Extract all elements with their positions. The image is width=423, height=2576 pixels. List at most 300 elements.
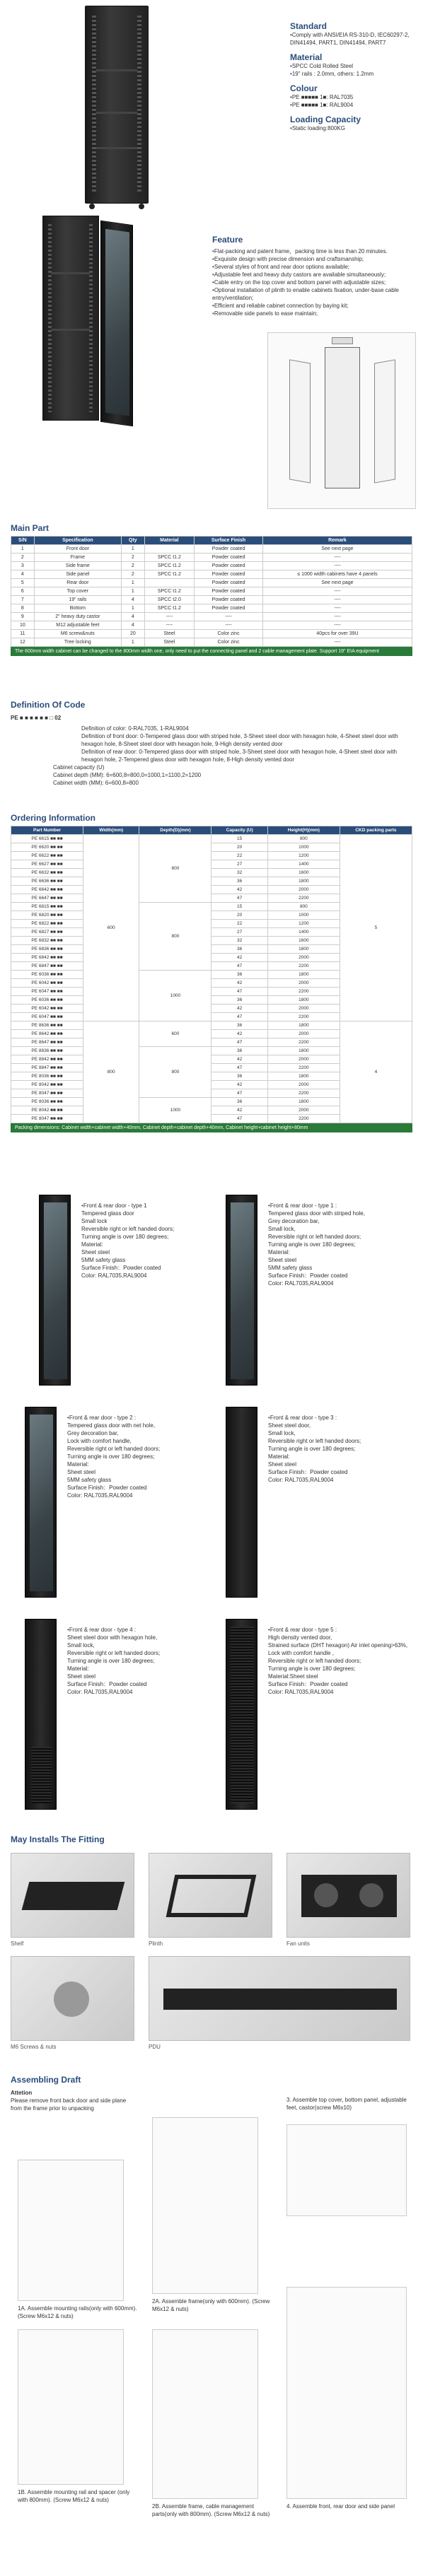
door-line: Material: bbox=[268, 1249, 290, 1255]
main-part-table bbox=[11, 536, 412, 647]
door-line: High density vented door, bbox=[268, 1634, 332, 1641]
material-item: • 19" rails : 2.0mm, others: 1.2mm bbox=[290, 70, 417, 78]
table-cell: 42 bbox=[212, 954, 267, 962]
definition-line: Cabinet capacity (U) bbox=[53, 764, 105, 771]
table-cell: 22 bbox=[212, 920, 267, 928]
col-header: S/N bbox=[11, 537, 35, 545]
table-cell: PE 8042 ■■ ■■ bbox=[11, 1106, 83, 1115]
door-line: Reversible right or left handed doors; bbox=[67, 1446, 161, 1452]
door-line: Lock with comfort handle, bbox=[67, 1438, 132, 1444]
table-cell: 2 bbox=[121, 570, 144, 579]
table-cell: PE 6632 ■■ ■■ bbox=[11, 869, 83, 877]
table-cell: ---- bbox=[262, 562, 412, 570]
definition-line: Cabinet width (MM): 6=600,8=800 bbox=[53, 780, 139, 786]
table-cell: 27 bbox=[212, 928, 267, 937]
table-cell: 1800 bbox=[267, 971, 340, 979]
definition-line: Definition of front door: 0-Tempered glass door with striped hole, 3-Sheet steel door with hexagon hole, 4-Sheet steel door with hexagon hole, 8-Sheet steel door with hexagon hole, 9-High density vented door bbox=[81, 733, 398, 747]
spec-panel bbox=[290, 21, 417, 132]
step-diagram bbox=[286, 2124, 407, 2216]
table-cell: 36 bbox=[212, 1021, 267, 1030]
attention-title: Attetion bbox=[11, 2090, 33, 2096]
table-cell: 36 bbox=[212, 1072, 267, 1081]
table-cell: 9 bbox=[11, 613, 35, 621]
table-cell: 42 bbox=[212, 886, 267, 894]
door-line: Small lock, bbox=[268, 1226, 296, 1232]
door-card bbox=[212, 1612, 412, 1817]
table-cell: 4 bbox=[121, 596, 144, 604]
table-cell: PE 6042 ■■ ■■ bbox=[11, 979, 83, 988]
table-cell: Powder coated bbox=[195, 545, 263, 554]
door-line: Small lock bbox=[81, 1218, 108, 1224]
table-cell: Front door bbox=[34, 545, 121, 554]
col-header: Remark bbox=[262, 537, 412, 545]
table-cell: SPCC t1.2 bbox=[144, 587, 194, 596]
table-cell: 47 bbox=[212, 1089, 267, 1098]
definition-line: Cabinet depth (MM): 6=600,8=800,0=1000,1=1100,2=1200 bbox=[53, 772, 202, 778]
hero-rack-image bbox=[85, 6, 149, 211]
table-cell: 2000 bbox=[267, 979, 340, 988]
col-header: Depth(D)(mm) bbox=[139, 826, 212, 835]
feature-item: • Several styles of front and rear door options available; bbox=[212, 263, 417, 271]
col-header: Width(mm) bbox=[83, 826, 139, 835]
step-caption: 1A. Assemble mounting rails(only with 600mm). (Screw M6x12 & nuts) bbox=[18, 2305, 137, 2319]
colour-item: • PE ■■■■■ 1■: RAL7035 bbox=[290, 93, 417, 101]
table-cell: PE 6827 ■■ ■■ bbox=[11, 928, 83, 937]
main-part-note: The 600mm width cabinet can be changed to the 800mm width one, only need to put the connecting panel and 2 cable management plate. Support 19" EIA equipment bbox=[11, 647, 412, 656]
table-row bbox=[11, 613, 412, 621]
table-cell: 2200 bbox=[267, 1115, 340, 1123]
ordering-title: Ordering Information bbox=[11, 813, 95, 823]
table-cell: 1200 bbox=[267, 920, 340, 928]
table-cell: Tree locking bbox=[34, 638, 121, 647]
fitting-label: PDU bbox=[149, 2044, 161, 2050]
door-line: Grey decoration bar, bbox=[67, 1430, 119, 1436]
table-cell: 600 bbox=[139, 1021, 212, 1047]
table-cell: PE 6036 ■■ ■■ bbox=[11, 996, 83, 1005]
table-cell: PE 6636 ■■ ■■ bbox=[11, 877, 83, 886]
table-cell: 32 bbox=[212, 937, 267, 945]
table-cell: PE 8647 ■■ ■■ bbox=[11, 1038, 83, 1047]
table-cell: 10 bbox=[11, 621, 35, 630]
door-line: Surface Finish：Powder coated bbox=[81, 1265, 161, 1271]
table-cell: Powder coated bbox=[195, 587, 263, 596]
door-image bbox=[25, 1619, 57, 1810]
table-cell: ---- bbox=[262, 638, 412, 647]
door-title: • Front & rear door - type 3 : bbox=[268, 1414, 410, 1422]
table-cell: SPCC t2.0 bbox=[144, 596, 194, 604]
table-cell: 27 bbox=[212, 860, 267, 869]
main-part-section bbox=[11, 523, 412, 656]
door-line: Sheet steel door with hexagon hole, bbox=[67, 1634, 158, 1641]
door-line: Material: bbox=[67, 1461, 89, 1468]
feature-title: Feature bbox=[212, 235, 243, 245]
table-row bbox=[11, 835, 412, 843]
table-cell: 1800 bbox=[267, 996, 340, 1005]
fitting-label: Fan units bbox=[286, 1940, 310, 1947]
door-image bbox=[39, 1195, 71, 1386]
ordering-section bbox=[11, 813, 412, 1132]
table-cell: 2200 bbox=[267, 1064, 340, 1072]
feature-item: • Adjustable feet and heavy duty castors are available simultaneously; bbox=[212, 271, 417, 279]
table-cell: 36 bbox=[212, 971, 267, 979]
feature-item: • Exquisite design with precise dimension and craftsmanship; bbox=[212, 255, 417, 263]
open-rack-image bbox=[42, 216, 134, 428]
table-cell: 7 bbox=[11, 596, 35, 604]
table-cell: 4 bbox=[340, 1021, 412, 1123]
table-cell: ---- bbox=[144, 613, 194, 621]
table-cell: PE 6842 ■■ ■■ bbox=[11, 954, 83, 962]
code-pattern: PE ■ ■ ■ ■ ■ ■ □ 02 bbox=[11, 715, 62, 721]
table-row bbox=[11, 638, 412, 647]
table-cell: PE 6642 ■■ ■■ bbox=[11, 886, 83, 894]
feature-item: • Flat-packing and patent frame，packing time is less than 20 minutes. bbox=[212, 247, 417, 255]
door-title: • Front & rear door - type 4 : bbox=[67, 1626, 209, 1634]
table-cell: 600 bbox=[139, 835, 212, 903]
door-line: Lock with comfort handle , bbox=[268, 1650, 334, 1656]
step-caption: 2A. Assemble frame(only with 600mm). (Screw M6x12 & nuts) bbox=[152, 2298, 270, 2312]
table-cell: PE 8036 ■■ ■■ bbox=[11, 1098, 83, 1106]
table-cell: 47 bbox=[212, 988, 267, 996]
table-cell: 2000 bbox=[267, 1030, 340, 1038]
table-cell: 20 bbox=[212, 911, 267, 920]
feature-item: • Optional installation of plinth to enable cabinets fixation, under-base cable entry/ventilation; bbox=[212, 286, 417, 302]
table-cell: 1800 bbox=[267, 877, 340, 886]
attention-text: Please remove front back door and side plane from the frame prior to unpacking bbox=[11, 2097, 127, 2112]
table-cell: Frame bbox=[34, 554, 121, 562]
table-cell: ---- bbox=[262, 587, 412, 596]
step-caption: 1B. Assemble mounting rail and spacer (only with 800mm). (Screw M6x12 & nuts) bbox=[18, 2489, 130, 2503]
table-cell: PE 6047 ■■ ■■ bbox=[11, 1013, 83, 1021]
door-line: 5MM safety glass bbox=[268, 1265, 313, 1271]
table-cell: Bottom bbox=[34, 604, 121, 613]
table-cell: ---- bbox=[262, 613, 412, 621]
table-cell: 47 bbox=[212, 1115, 267, 1123]
table-cell: 22 bbox=[212, 852, 267, 860]
table-cell: ≤ 1000 width cabinets have 4 panels bbox=[262, 570, 412, 579]
table-cell: Top cover bbox=[34, 587, 121, 596]
definition-line: Definition of color: 0-RAL7035, 1-RAL9004 bbox=[81, 725, 189, 732]
table-cell: 36 bbox=[212, 1047, 267, 1055]
table-cell: 2000 bbox=[267, 1055, 340, 1064]
loading-title: Loading Capacity bbox=[290, 115, 361, 124]
table-cell: Powder coated bbox=[195, 570, 263, 579]
table-cell: 2000 bbox=[267, 886, 340, 894]
table-cell: 2000 bbox=[267, 1081, 340, 1089]
table-cell: SPCC t1.2 bbox=[144, 604, 194, 613]
table-cell: 1600 bbox=[267, 869, 340, 877]
step-diagram bbox=[152, 2117, 258, 2294]
table-cell: PE 8847 ■■ ■■ bbox=[11, 1064, 83, 1072]
door-card bbox=[212, 1188, 412, 1393]
col-header: Part Number bbox=[11, 826, 83, 835]
table-cell: PE 8636 ■■ ■■ bbox=[11, 1021, 83, 1030]
col-header: Height(H)(mm) bbox=[267, 826, 340, 835]
door-line: Color: RAL7035,RAL9004 bbox=[81, 1272, 147, 1279]
table-cell: PE 8842 ■■ ■■ bbox=[11, 1055, 83, 1064]
table-cell: SPCC t1.2 bbox=[144, 554, 194, 562]
table-cell: Rear door bbox=[34, 579, 121, 587]
table-cell: 36 bbox=[212, 877, 267, 886]
table-cell: Color zinc bbox=[195, 630, 263, 638]
door-line: Surface Finish：Powder coated bbox=[67, 1485, 147, 1491]
door-line: Sheet steel door, bbox=[268, 1422, 311, 1429]
table-row bbox=[11, 570, 412, 579]
table-cell: 2200 bbox=[267, 962, 340, 971]
feature-item: • Cable entry on the top cover and bottom panel with adjustable sizes; bbox=[212, 279, 417, 286]
loading-item: • Static loading:800KG bbox=[290, 124, 417, 132]
table-cell: 12 bbox=[11, 638, 35, 647]
table-cell: 2000 bbox=[267, 1005, 340, 1013]
door-line: Turning angle is over 180 degrees; bbox=[81, 1234, 169, 1240]
table-cell: 32 bbox=[212, 869, 267, 877]
door-line: Turning angle is over 180 degrees; bbox=[67, 1658, 155, 1664]
table-cell: 1800 bbox=[267, 1021, 340, 1030]
door-line: Surface Finish：Powder coated bbox=[268, 1272, 348, 1279]
table-cell: 36 bbox=[212, 1098, 267, 1106]
table-cell: 42 bbox=[212, 1030, 267, 1038]
table-row bbox=[11, 1021, 412, 1030]
table-cell: 42 bbox=[212, 1005, 267, 1013]
door-line: 5MM safety glass bbox=[81, 1257, 126, 1263]
definition-title: Definition Of Code bbox=[11, 700, 86, 710]
table-cell: Powder coated bbox=[195, 562, 263, 570]
table-cell: 2200 bbox=[267, 988, 340, 996]
table-cell: 1800 bbox=[267, 1047, 340, 1055]
table-cell: PE 6647 ■■ ■■ bbox=[11, 894, 83, 903]
table-cell: 3 bbox=[11, 562, 35, 570]
table-cell: PE 6836 ■■ ■■ bbox=[11, 945, 83, 954]
table-cell: SPCC t1.2 bbox=[144, 562, 194, 570]
table-cell: 36 bbox=[212, 996, 267, 1005]
table-cell bbox=[144, 545, 194, 554]
door-line: Material: bbox=[81, 1241, 103, 1248]
table-cell: 800 bbox=[83, 1021, 139, 1123]
table-cell: 1800 bbox=[267, 1072, 340, 1081]
table-cell: 2 bbox=[11, 554, 35, 562]
feature-item: • Efficient and reliable cabinet connection by baying kit; bbox=[212, 302, 417, 310]
table-cell: 47 bbox=[212, 894, 267, 903]
table-cell: 2200 bbox=[267, 1089, 340, 1098]
table-cell: 8 bbox=[11, 604, 35, 613]
table-cell: 2 bbox=[121, 562, 144, 570]
table-cell: 1400 bbox=[267, 860, 340, 869]
table-cell: PE 6042 ■■ ■■ bbox=[11, 1005, 83, 1013]
table-cell: ---- bbox=[262, 604, 412, 613]
table-row bbox=[11, 587, 412, 596]
table-cell: 36 bbox=[212, 945, 267, 954]
door-line: Sheet steel bbox=[81, 1249, 110, 1255]
table-cell: 11 bbox=[11, 630, 35, 638]
table-cell: 1 bbox=[121, 604, 144, 613]
door-line: Turning angle is over 180 degrees; bbox=[67, 1453, 155, 1460]
door-image bbox=[226, 1619, 257, 1810]
table-cell: PE 8836 ■■ ■■ bbox=[11, 1047, 83, 1055]
table-cell: 2200 bbox=[267, 1038, 340, 1047]
table-cell: PE 8047 ■■ ■■ bbox=[11, 1115, 83, 1123]
table-cell: ---- bbox=[262, 596, 412, 604]
table-cell: 2 bbox=[121, 554, 144, 562]
table-cell: 20 bbox=[121, 630, 144, 638]
fitting-label: Plinth bbox=[149, 1940, 163, 1947]
table-row bbox=[11, 579, 412, 587]
table-cell: 2200 bbox=[267, 894, 340, 903]
fan-units-image bbox=[286, 1853, 410, 1938]
door-line: Reversible right or left handed doors; bbox=[67, 1650, 161, 1656]
table-cell: 47 bbox=[212, 1064, 267, 1072]
table-cell: 2" heavy duty castor bbox=[34, 613, 121, 621]
door-line: Tempered glass door with striped hole, bbox=[268, 1210, 365, 1217]
table-cell: 6 bbox=[11, 587, 35, 596]
table-cell: 47 bbox=[212, 1013, 267, 1021]
door-grid bbox=[11, 1188, 412, 1824]
table-cell: ---- bbox=[195, 621, 263, 630]
table-cell: PE 6620 ■■ ■■ bbox=[11, 843, 83, 852]
table-cell: PE 6822 ■■ ■■ bbox=[11, 920, 83, 928]
table-cell: Color zinc bbox=[195, 638, 263, 647]
door-line: Color: RAL7035,RAL9004 bbox=[268, 1477, 334, 1483]
table-cell: 1400 bbox=[267, 928, 340, 937]
table-row bbox=[11, 621, 412, 630]
table-cell: SPCC t1.2 bbox=[144, 570, 194, 579]
door-line: Color: RAL7035,RAL9004 bbox=[268, 1689, 334, 1695]
table-cell: PE 6047 ■■ ■■ bbox=[11, 988, 83, 996]
step-diagram bbox=[286, 2287, 407, 2499]
colour-item: • PE ■■■■■ 1■: RAL9004 bbox=[290, 101, 417, 109]
table-cell: Powder coated bbox=[195, 554, 263, 562]
table-cell: 4 bbox=[11, 570, 35, 579]
table-cell: 15 bbox=[212, 903, 267, 911]
table-cell: PE 8642 ■■ ■■ bbox=[11, 1030, 83, 1038]
ordering-table bbox=[11, 826, 412, 1123]
table-cell: 42 bbox=[212, 1055, 267, 1064]
col-header: Capacity (U) bbox=[212, 826, 267, 835]
assembly-title: Assembling Draft bbox=[11, 2075, 81, 2085]
table-cell: 800 bbox=[267, 835, 340, 843]
table-cell: 20 bbox=[212, 843, 267, 852]
table-cell: PE 8042 ■■ ■■ bbox=[11, 1081, 83, 1089]
table-cell: See next page bbox=[262, 545, 412, 554]
door-card bbox=[11, 1188, 212, 1393]
standard-title: Standard bbox=[290, 21, 328, 31]
table-cell: 42 bbox=[212, 979, 267, 988]
table-cell: Side frame bbox=[34, 562, 121, 570]
table-cell: Steel bbox=[144, 630, 194, 638]
door-image bbox=[226, 1195, 257, 1386]
col-header: CKD packing parts bbox=[340, 826, 412, 835]
table-cell: 1800 bbox=[267, 945, 340, 954]
table-cell: PE 6815 ■■ ■■ bbox=[11, 903, 83, 911]
ordering-footer: Packing dimensions: Cabinet width+cabinet width+40mm, Cabinet depth+cabinet depth+40mm, Cabinet height+cabinet height+80mm bbox=[11, 1123, 412, 1132]
door-title: • Front & rear door - type 1 : bbox=[268, 1202, 410, 1210]
table-cell: 800 bbox=[267, 903, 340, 911]
table-cell: ---- bbox=[262, 554, 412, 562]
table-cell: PE 6036 ■■ ■■ bbox=[11, 971, 83, 979]
table-cell: Powder coated bbox=[195, 579, 263, 587]
screws-image bbox=[11, 1956, 134, 2041]
col-header: Surface Finish bbox=[195, 537, 263, 545]
table-cell: PE 6615 ■■ ■■ bbox=[11, 835, 83, 843]
table-cell: 47 bbox=[212, 1038, 267, 1047]
door-line: Turning angle is over 180 degrees; bbox=[268, 1446, 356, 1452]
table-cell: M12 adjustable feet bbox=[34, 621, 121, 630]
door-card bbox=[11, 1612, 212, 1817]
table-cell: Side panel bbox=[34, 570, 121, 579]
table-cell: 1 bbox=[11, 545, 35, 554]
table-cell: 2000 bbox=[267, 1106, 340, 1115]
door-line: Sheet steel bbox=[268, 1461, 297, 1468]
door-line: Sheet steel bbox=[268, 1257, 297, 1263]
door-title: • Front & rear door - type 2 : bbox=[67, 1414, 209, 1422]
step-diagram bbox=[152, 2329, 258, 2499]
material-title: Material bbox=[290, 52, 323, 62]
table-cell: 1600 bbox=[267, 937, 340, 945]
table-cell: Powder coated bbox=[195, 604, 263, 613]
door-card bbox=[11, 1400, 212, 1605]
step-diagram bbox=[18, 2329, 124, 2485]
step-caption: 3. Assemble top cover, bottom panel, adjustable feet, castor(screw M6x10) bbox=[286, 2097, 407, 2111]
door-image bbox=[25, 1407, 57, 1598]
table-cell: 15 bbox=[212, 835, 267, 843]
door-line: Color: RAL7035,RAL9004 bbox=[268, 1280, 334, 1287]
feature-panel bbox=[212, 235, 417, 317]
table-row bbox=[11, 604, 412, 613]
table-cell: PE 6627 ■■ ■■ bbox=[11, 860, 83, 869]
door-title: • Front & rear door - type 5 : bbox=[268, 1626, 410, 1634]
table-cell: M6 screw&nuts bbox=[34, 630, 121, 638]
table-cell: 800 bbox=[139, 903, 212, 971]
door-line: Tempered glass door with net hole, bbox=[67, 1422, 156, 1429]
colour-title: Colour bbox=[290, 83, 318, 93]
table-cell: 1 bbox=[121, 579, 144, 587]
main-part-title: Main Part bbox=[11, 523, 50, 533]
door-line: Reversible right or left handed doors; bbox=[81, 1226, 175, 1232]
table-cell: 4 bbox=[121, 621, 144, 630]
door-card bbox=[212, 1400, 412, 1605]
table-cell: ---- bbox=[144, 621, 194, 630]
door-line: Color: RAL7035,RAL9004 bbox=[67, 1492, 133, 1499]
step-diagram bbox=[18, 2160, 124, 2301]
table-cell: Steel bbox=[144, 638, 194, 647]
table-row bbox=[11, 554, 412, 562]
table-cell: 42 bbox=[212, 1081, 267, 1089]
table-row bbox=[11, 596, 412, 604]
table-row bbox=[11, 545, 412, 554]
door-line: Surface Finish：Powder coated bbox=[67, 1681, 147, 1687]
table-cell: 600 bbox=[83, 835, 139, 1021]
standard-item: • Comply with ANSI/EIA RS-310-D, IEC60297-2, DIN41494, PART1, DIN41494, PART7 bbox=[290, 31, 417, 47]
table-cell: Powder coated bbox=[195, 596, 263, 604]
plinth-image bbox=[149, 1853, 272, 1938]
fitting-label: M6 Screws & nuts bbox=[11, 2044, 57, 2050]
definition-section bbox=[11, 700, 412, 787]
door-image bbox=[226, 1407, 257, 1598]
door-line: Reversible right or left handed doors; bbox=[268, 1438, 361, 1444]
table-cell: 800 bbox=[139, 1047, 212, 1098]
table-cell: 1000 bbox=[139, 1098, 212, 1123]
table-cell: 42 bbox=[212, 1106, 267, 1115]
door-line: Color: RAL7035,RAL9004 bbox=[67, 1689, 133, 1695]
table-cell: PE 8036 ■■ ■■ bbox=[11, 1072, 83, 1081]
col-header: Material bbox=[144, 537, 194, 545]
table-cell: 19" rails bbox=[34, 596, 121, 604]
door-line: Material: bbox=[67, 1665, 89, 1672]
door-line: Reversible right or left handed doors; bbox=[268, 1658, 361, 1664]
door-line: Turning angle is over 180 degrees; bbox=[268, 1665, 356, 1672]
table-cell: 1800 bbox=[267, 1098, 340, 1106]
exploded-diagram bbox=[267, 332, 416, 509]
door-line: Grey decoration bar, bbox=[268, 1218, 320, 1224]
table-cell: See next page bbox=[262, 579, 412, 587]
